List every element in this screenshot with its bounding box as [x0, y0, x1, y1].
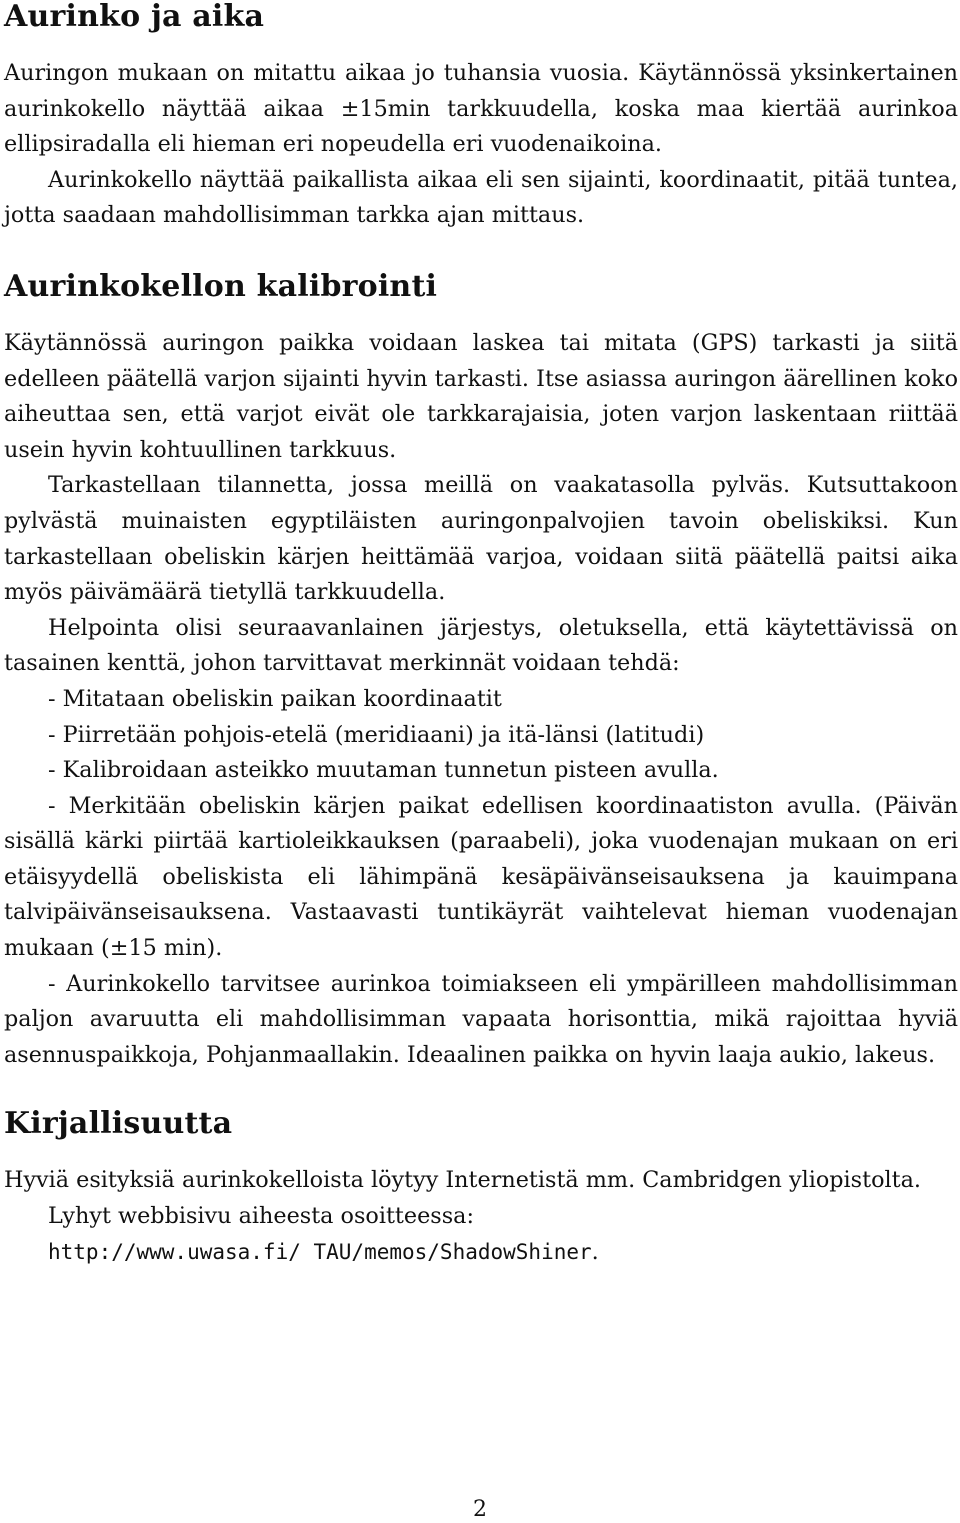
section-heading: Aurinko ja aika: [4, 0, 265, 34]
document-page: [4, 0, 958, 1270]
section-heading: Kirjallisuutta: [4, 1106, 233, 1142]
list-item: - Merkitään obeliskin kärjen paikat edellisen koordinaatiston avulla. (Päivän sisällä kärki piirtää kartioleikkauksen (paraabeli), joka vuodenajan mukaan on eri etäisyydellä obeliskista eli lähimpänä kesäpäivänseisauksena ja kauimpana talvipäivänseisauksena. Vastaavasti tuntikäyrät vaihtelevat hieman vuodenajan mukaan (±15 min).: [4, 792, 958, 962]
paragraph: Lyhyt webbisivu aiheesta osoitteessa:: [48, 1203, 474, 1230]
url-line: [4, 1235, 958, 1271]
reference-url[interactable]: http://www.uwasa.fi/ TAU/memos/ShadowShiner: [48, 1239, 592, 1264]
paragraph: Käytännössä auringon paikka voidaan laskea tai mitata (GPS) tarkasti ja siitä edelleen päätellä varjon sijainti hyvin tarkasti. Itse asiassa auringon äärellinen koko aiheuttaa sen, että varjot eivät ole tarkkarajaisia, joten varjon laskentaan riittää usein hyvin kohtuullinen tarkkuus.: [4, 329, 958, 463]
page-number: 2: [473, 1497, 487, 1522]
section-heading: Aurinkokellon kalibrointi: [4, 268, 438, 304]
section-aurinko-ja-aika: [4, 0, 958, 234]
list-item: - Mitataan obeliskin paikan koordinaatit: [48, 685, 502, 712]
list-item: - Kalibroidaan asteikko muutaman tunnetun pisteen avulla.: [48, 757, 719, 784]
list-item: - Aurinkokello tarvitsee aurinkoa toimiakseen eli ympärilleen mahdollisimman paljon avaruutta eli mahdollisimman vapaata horisonttia, mikä rajoittaa hyviä asennuspaikkoja, Pohjanmaallakin. Ideaalinen paikka on hyvin laaja aukio, lakeus.: [4, 970, 958, 1068]
paragraph: Auringon mukaan on mitattu aikaa jo tuhansia vuosia. Käytännössä yksinkertainen aurinkokello näyttää aikaa ±15min tarkkuudella, koska maa kiertää aurinkoa ellipsiradalla eli hieman eri nopeudella eri vuodenaikoina.: [4, 60, 958, 158]
paragraph: Hyviä esityksiä aurinkokelloista löytyy Internetistä mm. Cambridgen yliopistolta.: [4, 1167, 921, 1194]
paragraph: Helpointa olisi seuraavanlainen järjestys, oletuksella, että käytettävissä on tasainen kenttä, johon tarvittavat merkinnät voidaan tehdä:: [4, 614, 958, 677]
paragraph: Tarkastellaan tilannetta, jossa meillä on vaakatasolla pylväs. Kutsuttakoon pylvästä muinaisten egyptiläisten auringonpalvojien tavoin obeliskiksi. Kun tarkastellaan obeliskin kärjen heittämää varjoa, voidaan siitä päätellä paitsi aika myös päivämäärä tietyllä tarkkuudella.: [4, 472, 958, 606]
paragraph: Aurinkokello näyttää paikallista aikaa eli sen sijainti, koordinaatit, pitää tuntea, jotta saadaan mahdollisimman tarkka ajan mittaus.: [4, 166, 958, 229]
section-kirjallisuutta: [4, 1107, 958, 1270]
list-item: - Piirretään pohjois-etelä (meridiaani) ja itä-länsi (latitudi): [48, 721, 705, 748]
section-aurinkokellon-kalibrointi: [4, 270, 958, 1073]
url-period: .: [591, 1238, 599, 1265]
